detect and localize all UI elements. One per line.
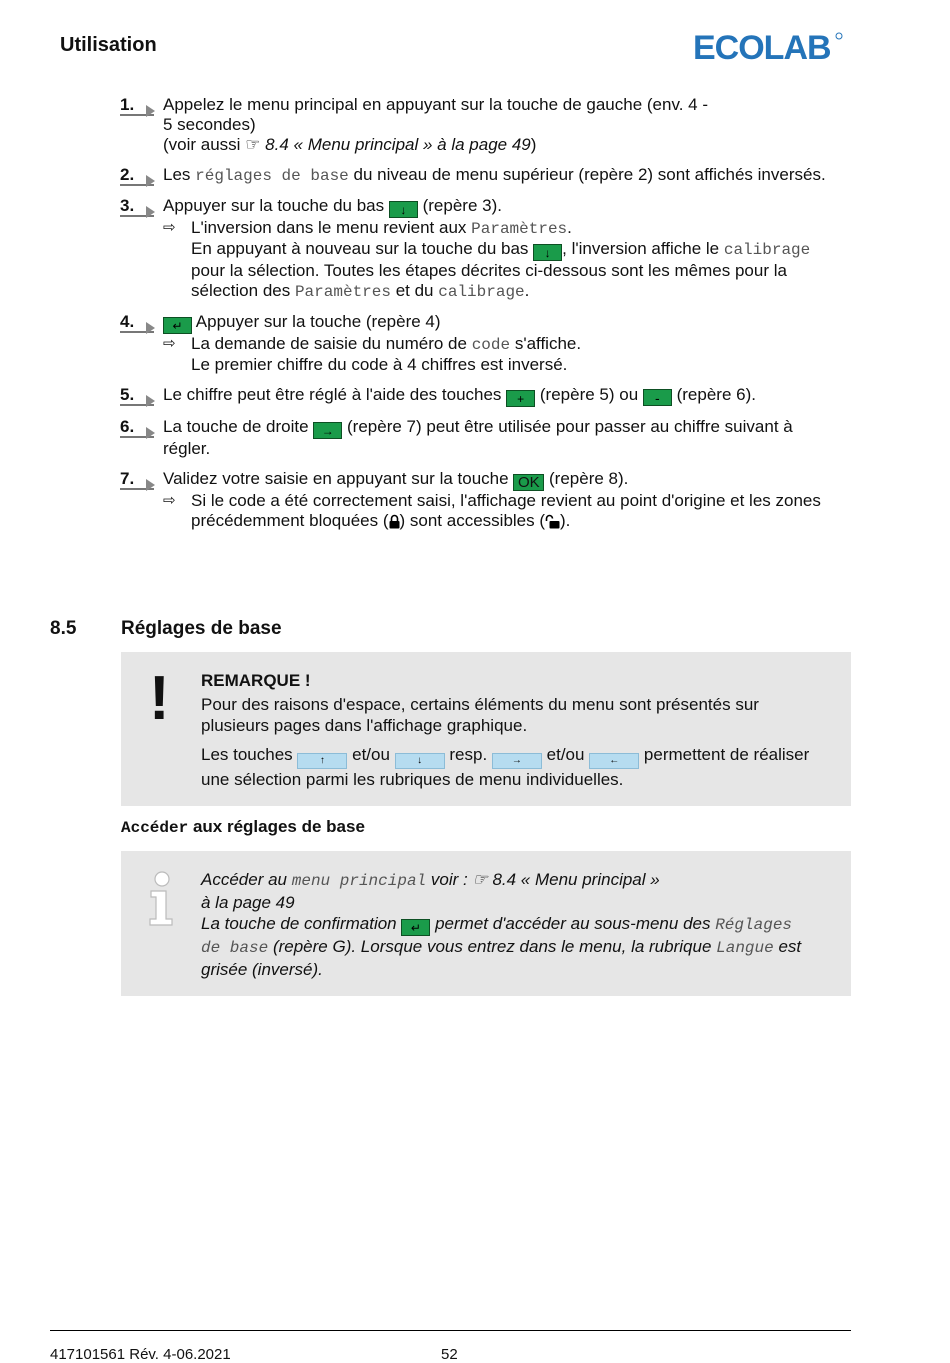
result-arrow-icon: ⇨ (163, 492, 176, 509)
result-arrow-icon: ⇨ (163, 335, 176, 352)
step-arrow-icon (146, 105, 155, 117)
note-paragraph: Pour des raisons d'espace, certains éléments du menu sont présentés sur plusieurs pages dans l'affichage graphique. (201, 695, 759, 735)
info-icon (145, 871, 179, 927)
page-header-title: Utilisation (60, 34, 157, 56)
step-arrow-icon (146, 175, 155, 187)
subsection-heading: Accéder aux réglages de base (121, 817, 365, 837)
step-text: Validez votre saisie en appuyant sur la touche OK (repère 8). (163, 469, 629, 491)
step-text: Le chiffre peut être réglé à l'aide des touches + (repère 5) ou - (repère 6). (163, 385, 756, 406)
step-arrow-icon (146, 395, 155, 407)
step-number: 3. (120, 196, 154, 217)
step-4 (120, 312, 840, 375)
step-text: 5 secondes) (163, 115, 256, 134)
minus-key-icon: - (643, 389, 672, 406)
procedure-steps (120, 95, 840, 541)
step-number: 6. (120, 417, 154, 438)
right-key-icon: → (492, 753, 542, 769)
step-text: Les réglages de base du niveau de menu supérieur (repère 2) sont affichés inversés. (163, 165, 826, 185)
cross-reference-link[interactable]: 8.4 « Menu principal » à la page 49 (265, 135, 531, 154)
result-arrow-icon: ⇨ (163, 219, 176, 236)
step-arrow-icon (146, 322, 155, 334)
cross-reference-link[interactable]: 8.4 « Menu principal » (492, 870, 660, 889)
step-2 (120, 165, 840, 186)
step-text: ↵ Appuyer sur la touche (repère 4) (163, 312, 840, 334)
info-box: Accéder au menu principal voir : ☞ 8.4 « Menu principal » à la page 49 La touche de confirmation ↵ permet d'accéder au sous-menu des Réglages de base (repère G). Lorsque vous entrez dans le menu, la rubrique Langue est grisée (inversé). (121, 851, 851, 996)
note-box (121, 652, 851, 806)
unlocked-padlock-icon (545, 514, 560, 529)
step-arrow-icon (146, 206, 155, 218)
step-text: Appelez le menu principal en appuyant sur la touche de gauche (env. 4 - (163, 95, 708, 114)
step-result: ⇨ La demande de saisie du numéro de code s'affiche. Le premier chiffre du code à 4 chiffres est inversé. (163, 334, 582, 374)
note-paragraph: Les touches ↑ et/ou ↓ resp. → et/ou ← permettent de réaliser une sélection parmi les rubriques de menu individuelles. (201, 745, 810, 789)
step-number: 4. (120, 312, 154, 333)
step-result: ⇨ L'inversion dans le menu revient aux Paramètres. En appuyant à nouveau sur la touche du bas ↓ , l'inversion affiche le calibrage pour la sélection. Toutes les étapes décrites ci-dessous sont les mêmes pour la sélection des Paramètres et du calibrage. (163, 218, 811, 301)
step-5 (120, 385, 840, 407)
step-see-also: (voir aussi ☞ 8.4 « Menu principal » à la page 49) (163, 135, 537, 154)
step-text: Appuyer sur la touche du bas ↓ (repère 3). (163, 196, 502, 217)
page-number: 52 (441, 1346, 458, 1363)
locked-padlock-icon (389, 514, 400, 529)
note-title: REMARQUE ! (201, 671, 311, 690)
hand-pointer-icon: ☞ (245, 135, 261, 154)
step-arrow-icon (146, 479, 155, 491)
up-key-icon: ↑ (297, 753, 347, 769)
right-key-icon: → (313, 422, 342, 439)
step-number: 2. (120, 165, 154, 186)
step-1 (120, 95, 840, 155)
plus-key-icon: + (506, 390, 535, 407)
hand-pointer-icon: ☞ (472, 870, 488, 889)
section-title: Réglages de base (121, 618, 282, 639)
step-7 (120, 469, 840, 531)
step-6 (120, 417, 840, 459)
document-reference: 417101561 Rév. 4-06.2021 (50, 1346, 231, 1363)
svg-text:ECOLAB: ECOLAB (693, 29, 831, 64)
step-text: La touche de droite → (repère 7) peut être utilisée pour passer au chiffre suivant à régler. (163, 417, 793, 458)
step-3 (120, 196, 840, 302)
step-number: 1. (120, 95, 154, 116)
step-result: ⇨ Si le code a été correctement saisi, l'affichage revient au point d'origine et les zones précédemment bloquées ( ) sont accessibles ( ). (163, 491, 821, 530)
down-key-icon: ↓ (533, 244, 562, 261)
step-number: 5. (120, 385, 154, 406)
section-number: 8.5 (50, 618, 77, 639)
step-arrow-icon (146, 427, 155, 439)
down-key-icon: ↓ (389, 201, 418, 218)
left-key-icon: ← (589, 753, 639, 769)
footer-divider (50, 1330, 851, 1331)
enter-key-icon: ↵ (163, 317, 192, 334)
ok-key-icon: OK (513, 474, 544, 491)
down-key-icon: ↓ (395, 753, 445, 769)
step-number: 7. (120, 469, 154, 490)
enter-key-icon: ↵ (401, 919, 430, 936)
ecolab-logo (693, 28, 843, 64)
exclamation-icon: ! (149, 664, 170, 733)
